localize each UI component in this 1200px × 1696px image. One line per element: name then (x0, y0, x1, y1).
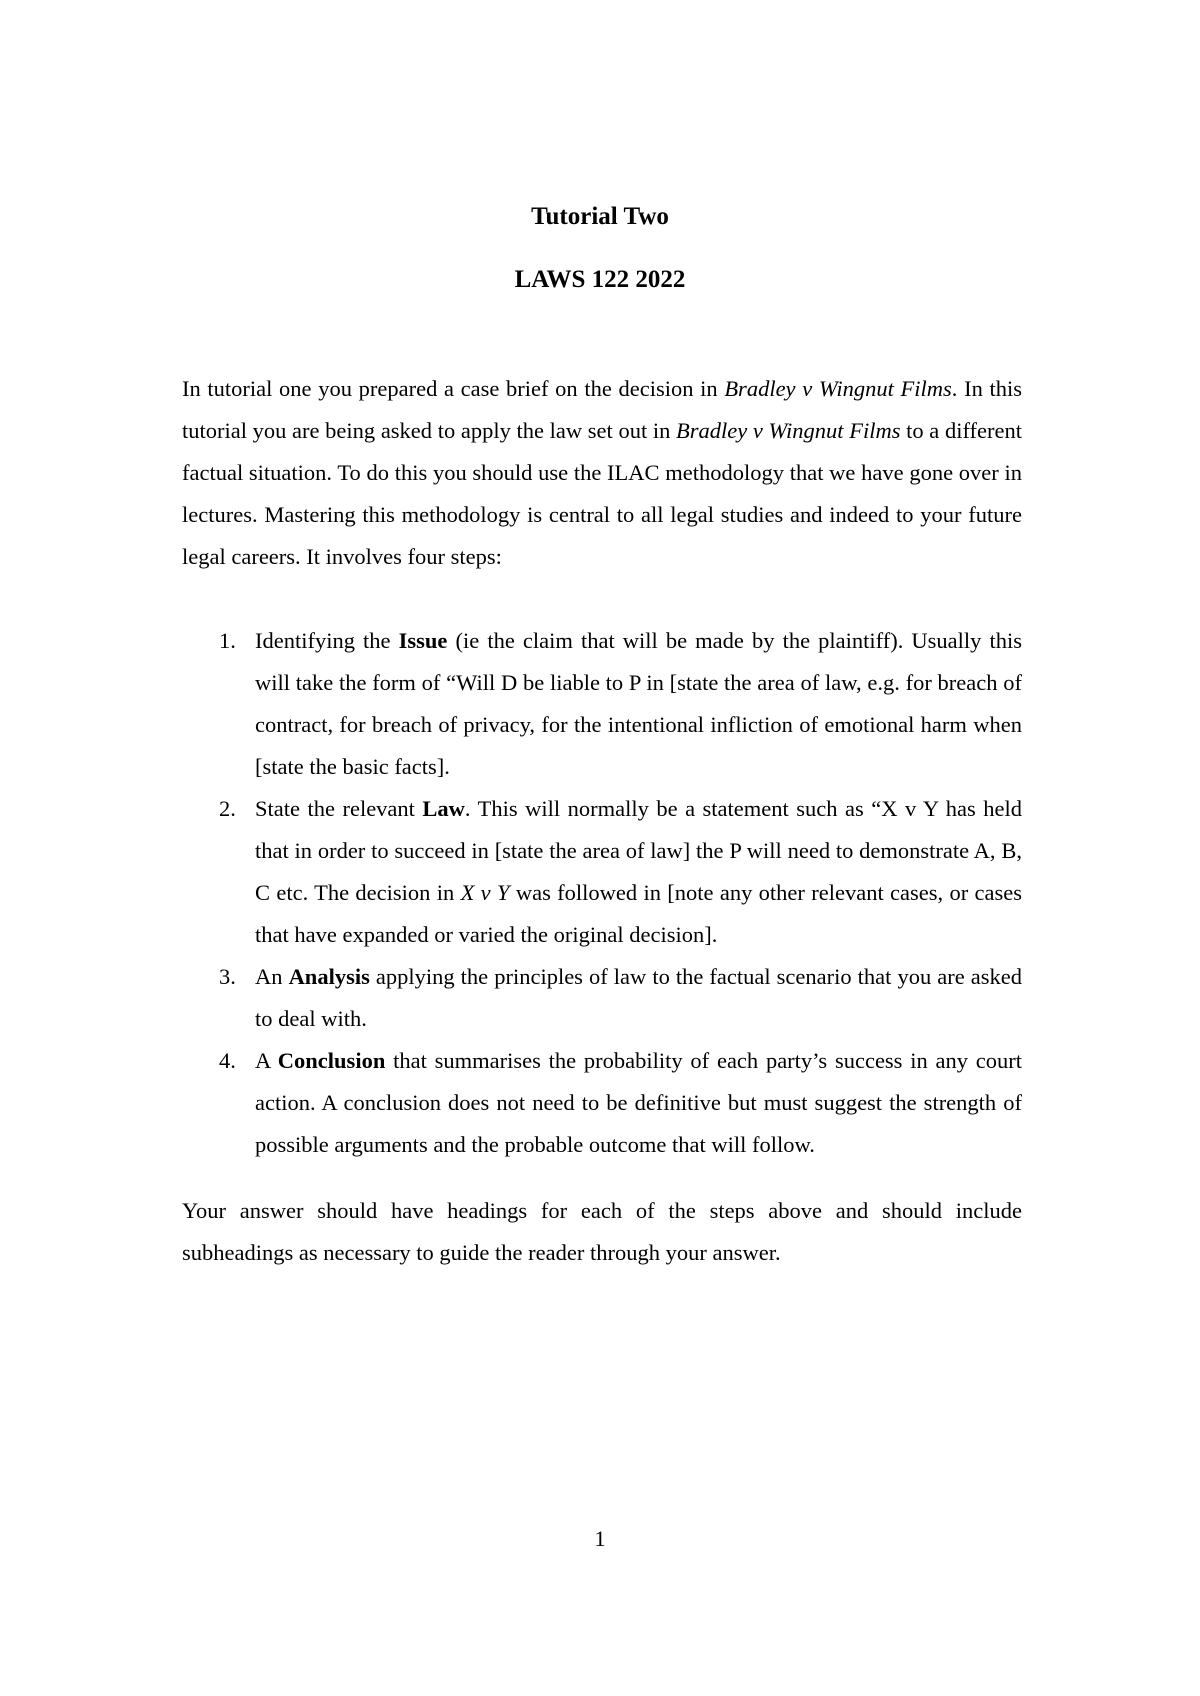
list-number: 1. (219, 628, 236, 653)
intro-text-3: to a different factual situation. To do this you should use the ILAC methodology that we have gone over in lectures. Mastering this methodology is central to all legal studies and indeed to your future legal careers. It involves four steps: (182, 418, 1022, 569)
page-number: 1 (594, 1526, 606, 1551)
closing-paragraph: Your answer should have headings for each of the steps above and should include subheadings as necessary to guide the reader through your answer. (182, 1198, 1022, 1265)
case-name: X v Y (460, 880, 510, 905)
list-item (182, 788, 1022, 956)
list-number: 4. (219, 1048, 236, 1073)
step-text: Identifying the (255, 628, 399, 653)
list-number: 3. (219, 964, 236, 989)
step-text: State the relevant (255, 796, 423, 821)
list-item (182, 1040, 1022, 1166)
ilac-steps-list (182, 620, 1022, 1166)
case-name: Bradley v Wingnut Films (724, 376, 952, 401)
step-text: An (255, 964, 289, 989)
list-number: 2. (219, 796, 236, 821)
intro-text-2: . In this tutorial you are being asked to apply the law set out in (182, 376, 1022, 443)
intro-paragraph (182, 368, 1022, 578)
step-keyword: Analysis (288, 964, 370, 989)
intro-text-1: In tutorial one you prepared a case brief on the decision in (182, 376, 725, 401)
step-text: applying the principles of law to the factual scenario that you are asked to deal with. (255, 964, 1023, 1031)
step-keyword: Law (422, 796, 465, 821)
step-text: A (255, 1048, 278, 1073)
document-title: Tutorial Two (531, 203, 669, 230)
step-text: (ie the claim that will be made by the plaintiff). Usually this will take the form of “Will D be liable to P in [state the area of law, e.g. for breach of contract, for breach of privacy, for the intentional infliction of emotional harm when [state the basic facts]. (255, 628, 1023, 779)
step-text: . This will normally be a statement such as “X v Y has held that in order to succeed in [state the area of law] the P will need to demonstrate A, B, C etc. The decision in (255, 796, 1022, 905)
course-code: LAWS 122 2022 (514, 266, 686, 293)
list-item (182, 956, 1022, 1040)
step-text: that summarises the probability of each party’s success in any court action. A conclusion does not need to be definitive but must suggest the strength of possible arguments and the probable outcome that will follow. (255, 1048, 1022, 1157)
list-item (182, 620, 1022, 788)
step-keyword: Conclusion (277, 1048, 386, 1073)
step-keyword: Issue (398, 628, 448, 653)
step-text: was followed in [note any other relevant cases, or cases that have expanded or varied the original decision]. (255, 880, 1023, 947)
case-name: Bradley v Wingnut Films (676, 418, 901, 443)
